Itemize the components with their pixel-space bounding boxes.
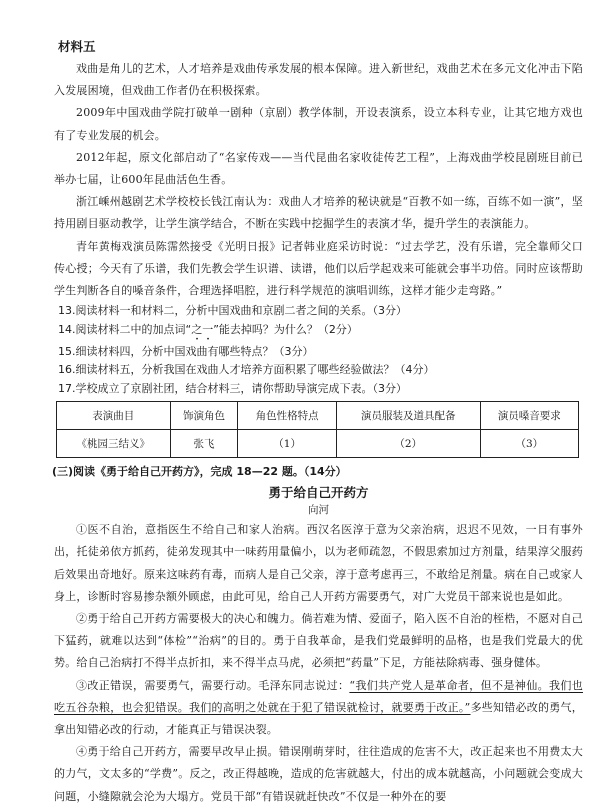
section-prompt-pre: (三)阅读 <box>52 465 96 479</box>
article-paragraph-2: ②勇于给自己开药方需要极大的决心和魄力。倘若难为情、爱面子，陷入医不自治的桎梏，不愿对自己下猛药，就难以达到“体检”“治病”的目的。勇于自我革命，是我们党最鲜明的品格，也是我们党最大的优势。给自己治病打不得半点折扣，来不得半点马虎，必须把“药量”下足，方能祛除病毒、强身健体。 <box>54 612 583 670</box>
table-header-cell: 演员嗓音要求 <box>480 402 578 430</box>
question-16: 16.细读材料五，分析我国在戏曲人才培养方面积累了哪些经验做法？（4分） <box>58 363 435 377</box>
material-paragraph-3: 2012年起，原文化部启动了“名家传戏——当代昆曲名家收徒传艺工程”，上海戏曲学校昆剧班目前已举办七届，让600年昆曲活色生香。 <box>54 150 583 187</box>
article-p3-pre: ③改正错误，需要勇气，需要行动。毛泽东同志说过： <box>76 678 350 692</box>
table-header-cell: 饰演角色 <box>170 402 238 430</box>
section-three-prompt <box>52 461 583 483</box>
material-heading: 材料五 <box>58 39 96 54</box>
question-14 <box>58 321 583 343</box>
table-cell: （2） <box>336 430 480 458</box>
article-p3-underlined-quote: “我们共产党人是革命者，但不是神仙。我们也吃五谷杂粮，也会犯错误。我们的高明之处就在于犯了错误就检讨，就要勇于改正。” <box>54 678 583 714</box>
article-p3-post: 多些知错必改的勇气，拿出知错必改的行动，才能真正与错误决裂。 <box>54 700 583 737</box>
article-author: 向河 <box>308 504 329 517</box>
material-paragraph-4: 浙江嵊州越剧艺术学校校长钱江南认为：戏曲人才培养的秘诀就是“百教不如一练，百练不如一演”，坚持用剧目驱动教学，让学生演学结合，不断在实践中挖掘学生的表演才华，提升学生的表演能力。 <box>54 195 583 231</box>
table-cell: （1） <box>238 430 336 458</box>
table-cell: （3） <box>480 430 578 458</box>
material-paragraph-1: 戏曲是角儿的艺术，人才培养是戏曲传承发展的根本保障。进入新世纪，戏曲艺术在多元文化冲击下陷入发展困境，但戏曲工作者仍在积极探索。 <box>54 62 583 98</box>
question-13: 13.阅读材料一和材料二，分析中国戏曲和京剧二者之间的关系。（3分） <box>58 304 407 318</box>
article-paragraph-1: ①医不自治，意指医生不给自己和家人治病。西汉名医淳于意为父亲治病，迟迟不见效，一日有事外出，托徒弟依方抓药，徒弟发现其中一味药用量偏小，以为老师疏忽，不假思索加过方剂量，结果淳父服药后效果出奇地好。原来这味药有毒，而病人是自己父亲，淳于意考虑再三，不敢给足剂量。病在自己或家人身上，诊断时容易掺杂额外顾虑，由此可见，给自己人开药方需要勇气，对广大党员干部来说也是如此。 <box>54 523 583 603</box>
section-prompt-post: ，完成 18—22 题。（14分） <box>199 465 347 479</box>
table-cell: 《桃园三结义》 <box>57 430 171 458</box>
table-row <box>57 430 579 458</box>
question-14-post: ”能去掉吗？为什么？（2分） <box>213 322 358 336</box>
material-paragraph-5: 青年黄梅戏演员陈霈然接受《光明日报》记者韩业庭采访时说：“过去学艺，没有乐谱，完全靠师父口传心授；今天有了乐谱，我们先教会学生识谱、读谱，他们以后学起戏来可能就会事半功倍。同时应该帮助学生判断各自的嗓音条件，合理选择唱腔，进行科学规范的演唱训练，这样才能少走弯路。” <box>54 239 583 298</box>
material-paragraph-2: 2009年中国戏曲学院打破单一剧种（京剧）教学体制，开设表演系，设立本科专业，让其它地方戏也有了专业发展的机会。 <box>54 106 583 142</box>
article-title: 勇于给自己开药方 <box>268 485 369 501</box>
table-header-cell: 表演曲目 <box>57 402 171 430</box>
table-header-row <box>57 402 579 430</box>
table-header-cell: 角色性格特点 <box>238 402 336 430</box>
section-prompt-title: 《勇于给自己开药方》 <box>95 465 200 479</box>
question-17: 17.学校成立了京剧社团，结合材料三，请你帮助导演完成下表。（3分） <box>58 381 407 395</box>
question-15: 15.细读材料四，分析中国戏曲有哪些特点？（3分） <box>58 344 314 358</box>
question-14-dotted-word: 之一 <box>191 322 214 336</box>
table-header-cell: 演员服装及道具配备 <box>336 402 480 430</box>
article-paragraph-4: ④勇于给自己开药方，需要早改早止损。错误刚萌芽时，往往造成的危害不大，改正起来也不用费太大的力气，文太多的“学费”。反之，改正得越晚，造成的危害就越大，付出的成本就越高，小问题就会变成大问题，小缝隙就会沦为大塌方。党员干部“有错误就赶快改”不仅是一种外在的要 <box>54 745 583 803</box>
table-cell: 张飞 <box>170 430 238 458</box>
question-14-pre: 14.阅读材料二中的加点词“ <box>58 322 192 336</box>
answer-table <box>56 401 579 458</box>
article-paragraph-3 <box>54 675 583 742</box>
